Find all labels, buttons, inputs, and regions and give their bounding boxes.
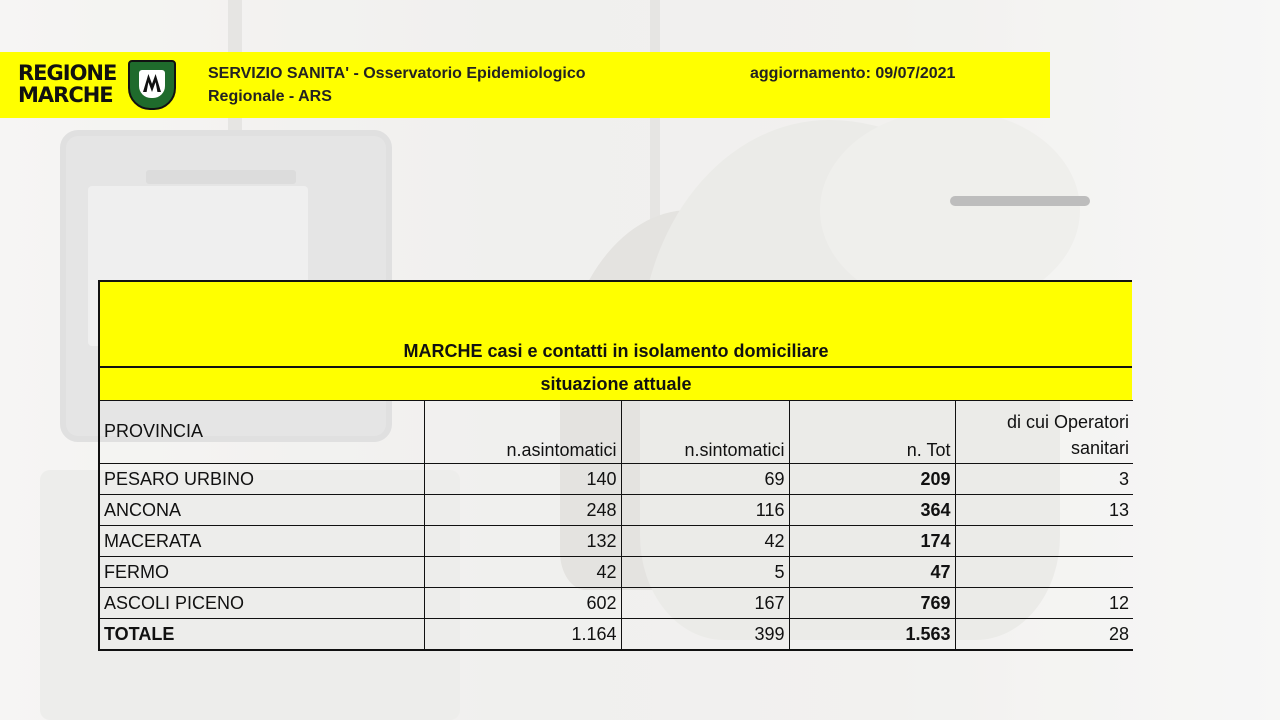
cell-health-workers: 13 [955,495,1133,526]
org-line-1: SERVIZIO SANITA' - Osservatorio Epidemiologico [208,65,586,82]
cell-total-label: TOTALE [99,619,424,651]
data-table [98,400,1133,651]
cell-province: MACERATA [99,526,424,557]
table-row [99,557,1133,588]
cell-asymptomatic: 602 [424,588,621,619]
cell-province: PESARO URBINO [99,464,424,495]
cell-total: 209 [789,464,955,495]
table-title: MARCHE casi e contatti in isolamento domiciliare [403,341,829,361]
cell-province: ASCOLI PICENO [99,588,424,619]
cell-symptomatic: 116 [621,495,789,526]
cell-health-workers: 3 [955,464,1133,495]
cell-symptomatic: 42 [621,526,789,557]
table-header-row [99,401,1133,464]
table-subtitle: situazione attuale [98,368,1132,400]
update-date: aggiornamento: 09/07/2021 [750,65,956,82]
cell-total: 364 [789,495,955,526]
cell-province: ANCONA [99,495,424,526]
cell-health-workers [955,557,1133,588]
cell-total: 769 [789,588,955,619]
header-province: PROVINCIA [99,401,424,464]
org-line-2: Regionale - ARS [208,88,332,105]
table-row [99,495,1133,526]
cell-total: 47 [789,557,955,588]
shield-icon [128,60,176,110]
cell-health-workers [955,526,1133,557]
isolation-table [98,280,1132,651]
table-title-band [98,280,1132,368]
cell-symptomatic: 5 [621,557,789,588]
table-row [99,526,1133,557]
cell-health-workers: 12 [955,588,1133,619]
cell-asymptomatic: 132 [424,526,621,557]
table-row [99,464,1133,495]
cell-total: 1.563 [789,619,955,651]
cell-asymptomatic: 140 [424,464,621,495]
regione-marche-logo [18,60,178,112]
header-health-workers-line2: sanitari [1070,438,1129,458]
cell-asymptomatic: 1.164 [424,619,621,651]
header-symptomatic: n.sintomatici [621,401,789,464]
cell-symptomatic: 167 [621,588,789,619]
cell-asymptomatic: 248 [424,495,621,526]
header-total: n. Tot [789,401,955,464]
logo-text: REGIONE MARCHE [18,61,117,107]
cell-symptomatic: 69 [621,464,789,495]
cell-asymptomatic: 42 [424,557,621,588]
cell-health-workers: 28 [955,619,1133,651]
cell-province: FERMO [99,557,424,588]
header-banner [0,52,1050,118]
table-row [99,588,1133,619]
header-health-workers-line1: di cui Operatori [1006,412,1129,432]
cell-total: 174 [789,526,955,557]
header-asymptomatic: n.asintomatici [424,401,621,464]
organization-name [208,62,688,108]
totals-row [99,619,1133,651]
header-health-workers [955,401,1133,464]
cell-symptomatic: 399 [621,619,789,651]
